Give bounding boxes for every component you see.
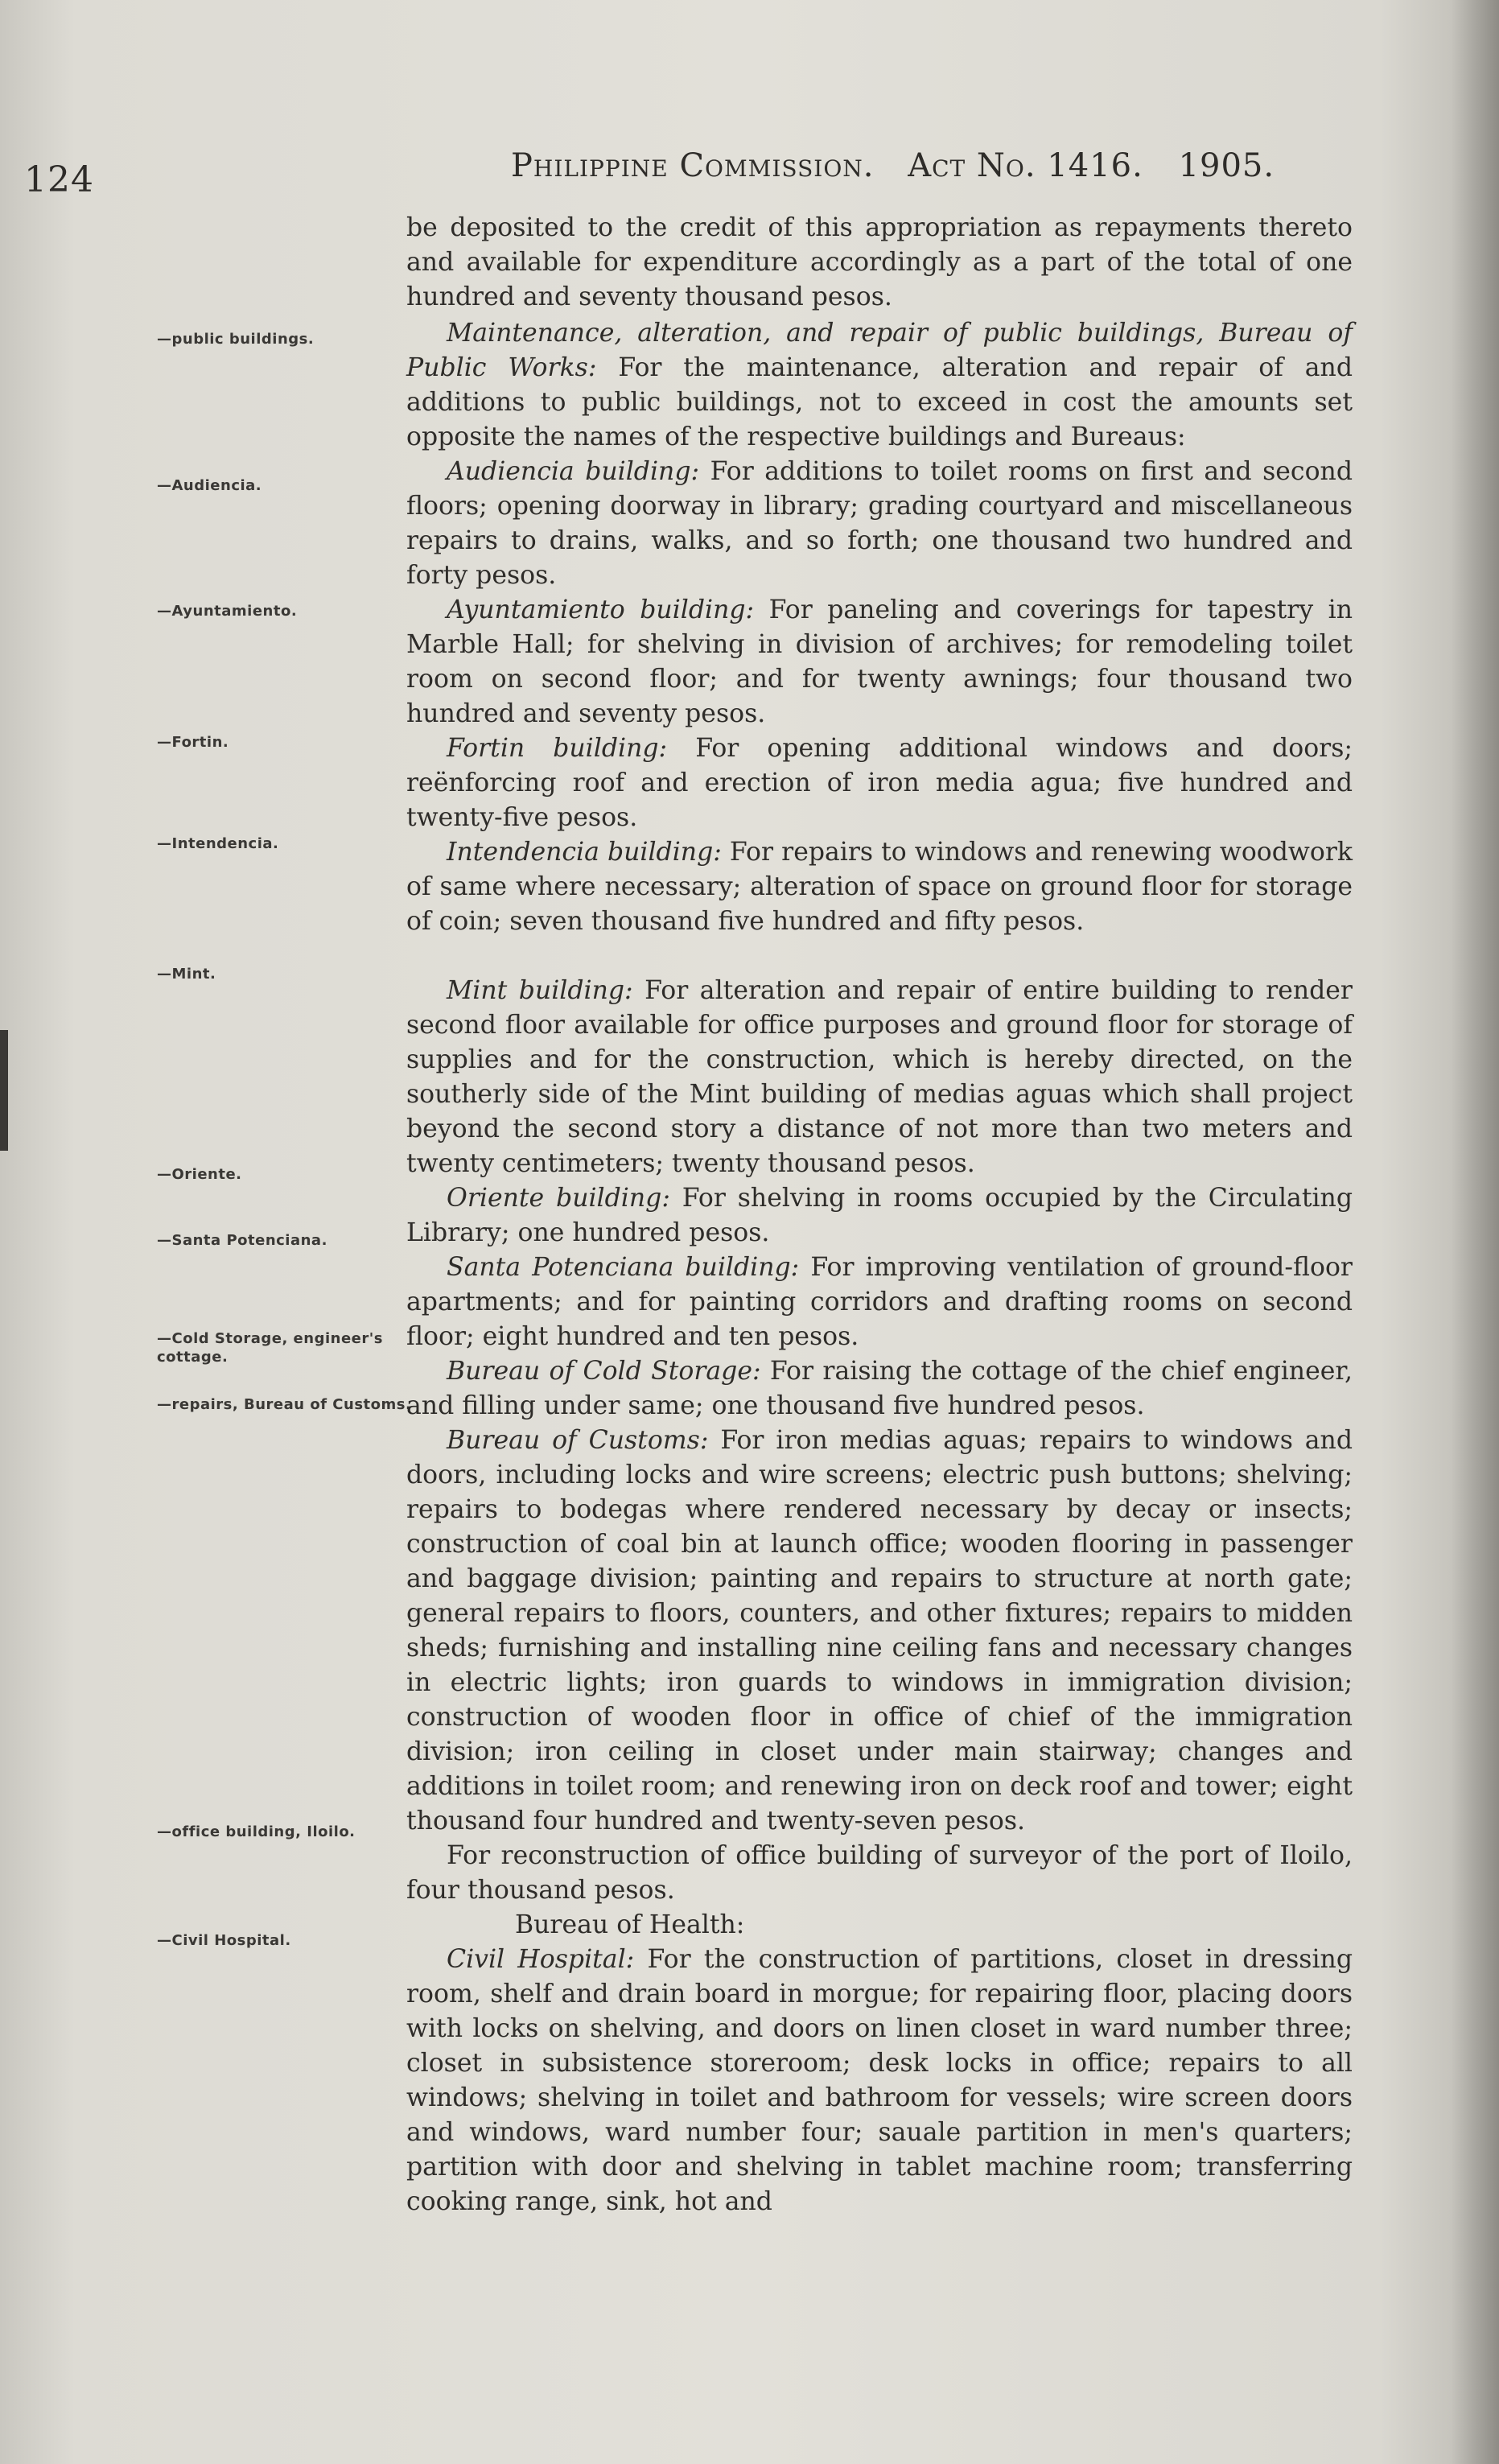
paragraph-civil-hospital bbox=[406, 1943, 1353, 2219]
running-head-year: 1905. bbox=[1178, 147, 1275, 184]
section-heading-bureau-of-health: Bureau of Health: bbox=[515, 1910, 745, 1939]
paragraph-title: Civil Hospital: bbox=[447, 1945, 635, 1974]
paragraph-mint bbox=[406, 974, 1353, 1181]
page-number: 124 bbox=[24, 159, 94, 200]
paragraph-text: For iron medias aguas; repairs to windows and doors, including locks and wire screens; electric push buttons; shelving; repairs to bodegas where rendered necessary by decay or insects; construction of coal bin at launch office; wooden flooring in passenger and baggage division; painting and repairs to structure at north gate; general repairs to floors, counters, and other fixtures; repairs to midden sheds; furnishing and installing nine ceiling fans and necessary changes in electric lights; iron guards to windows in immigration division; construction of wooden floor in office of chief of the immigration division; iron ceiling in closet under main stairway; changes and additions in toilet room; and renewing iron on deck roof and tower; eight thousand four hundred and twenty-seven pesos. bbox=[406, 1426, 1353, 1836]
paragraph-text: For alteration and repair of entire building to render second floor available for office purposes and ground floor for storage of supplies and for the construction, which is hereby directed, on the southerly side of the Mint building of medias aguas which shall project beyond the second story a distance of not more than two meters and twenty centimeters; twenty thousand pesos. bbox=[406, 976, 1353, 1178]
paragraph-title: Oriente building: bbox=[447, 1184, 670, 1213]
binding-mark bbox=[0, 1030, 8, 1151]
paragraph-intendencia bbox=[406, 835, 1353, 939]
paragraph-text: For shelving in rooms occupied by the Circulating Library; one hundred pesos. bbox=[406, 1184, 1353, 1247]
paragraph-iloilo: For reconstruction of office building of surveyor of the port of Iloilo, four thousand pesos. bbox=[406, 1841, 1353, 1905]
side-note-intendencia: —Intendencia. bbox=[157, 835, 279, 852]
paragraph-title: Santa Potenciana building: bbox=[447, 1253, 800, 1282]
side-note-public-buildings: —public buildings. bbox=[157, 331, 315, 348]
paragraph-audiencia bbox=[406, 455, 1353, 593]
paragraph-public-buildings bbox=[406, 316, 1353, 455]
side-note-oriente: —Oriente. bbox=[157, 1166, 242, 1183]
paragraph-continuation: be deposited to the credit of this appropriation as repayments thereto and available for expenditure accordingly as a part of the total of one hundred and seventy thousand pesos. bbox=[406, 213, 1353, 311]
running-head-act: Act No. 1416. bbox=[908, 147, 1143, 184]
side-note-civil-hospital: —Civil Hospital. bbox=[157, 1932, 291, 1949]
paragraph-title: Bureau of Customs: bbox=[447, 1426, 709, 1455]
paragraph-text: For opening additional windows and doors; reënforcing roof and erection of iron media agua; five hundred and twenty-five pesos. bbox=[406, 734, 1353, 832]
paragraph-fortin bbox=[406, 731, 1353, 835]
running-head bbox=[511, 147, 1275, 184]
side-note-santa-potenciana: —Santa Potenciana. bbox=[157, 1232, 327, 1249]
paragraph-text: For paneling and coverings for tapestry in Marble Hall; for shelving in division of archives; for remodeling toilet room on second floor; and for twenty awnings; four thousand two hundred and seventy pesos. bbox=[406, 595, 1353, 728]
paragraph-cold-storage bbox=[406, 1354, 1353, 1424]
paragraph-title: Fortin building: bbox=[447, 734, 668, 763]
side-note-fortin: —Fortin. bbox=[157, 734, 229, 751]
running-head-title: Philippine Commission. bbox=[511, 147, 875, 184]
page-edge-shadow bbox=[1451, 0, 1499, 2464]
paragraph-text: For the maintenance, alteration and repair of and additions to public buildings, not to exceed in cost the amounts set opposite the names of the respective buildings and Bureaus: bbox=[406, 353, 1353, 451]
paragraph-santa-potenciana bbox=[406, 1251, 1353, 1354]
paragraph-title: Bureau of Cold Storage: bbox=[447, 1357, 761, 1386]
side-note-mint: —Mint. bbox=[157, 966, 216, 983]
paragraph-title: Intendencia building: bbox=[447, 838, 722, 867]
paragraph-ayuntamiento bbox=[406, 593, 1353, 731]
side-note-customs: —repairs, Bureau of Customs. bbox=[157, 1396, 412, 1413]
paragraph-text: For repairs to windows and renewing woodwork of same where necessary; alteration of space on ground floor for storage of coin; seven thousand five hundred and fifty pesos. bbox=[406, 838, 1353, 936]
paragraph-text: For the construction of partitions, closet in dressing room, shelf and drain board in morgue; for repairing floor, placing doors with locks on shelving, and doors on linen closet in ward number three; closet in subsistence storeroom; desk locks in office; repairs to all windows; shelving in toilet and bathroom for vessels; wire screen doors and windows, ward number four; sauale partition in men's quarters; partition with door and shelving in tablet machine room; transferring cooking range, sink, hot and bbox=[406, 1945, 1353, 2216]
paragraph-oriente bbox=[406, 1181, 1353, 1251]
paragraph-title: Mint building: bbox=[447, 976, 633, 1005]
paragraph-text: For raising the cottage of the chief engineer, and filling under same; one thousand five hundred pesos. bbox=[406, 1357, 1353, 1420]
side-note-ayuntamiento: —Ayuntamiento. bbox=[157, 603, 298, 620]
paragraph-customs bbox=[406, 1424, 1353, 1839]
paragraph-title: Maintenance, alteration, and repair of public buildings, Bureau of Public Works: bbox=[406, 319, 1353, 382]
paragraph-title: Audiencia building: bbox=[447, 457, 700, 486]
paragraph-title: Ayuntamiento building: bbox=[447, 595, 755, 624]
paragraph-text: For additions to toilet rooms on first and second floors; opening doorway in library; grading courtyard and miscellaneous repairs to drains, walks, and so forth; one thousand two hundred and forty pesos. bbox=[406, 457, 1353, 590]
paragraph-text: For improving ventilation of ground-floor apartments; and for painting corridors and drafting rooms on second floor; eight hundred and ten pesos. bbox=[406, 1253, 1353, 1351]
side-note-iloilo: —office building, Iloilo. bbox=[157, 1823, 356, 1840]
side-note-audiencia: —Audiencia. bbox=[157, 477, 262, 494]
side-note-cold-storage: —Cold Storage, engineer's cottage. bbox=[157, 1330, 383, 1366]
